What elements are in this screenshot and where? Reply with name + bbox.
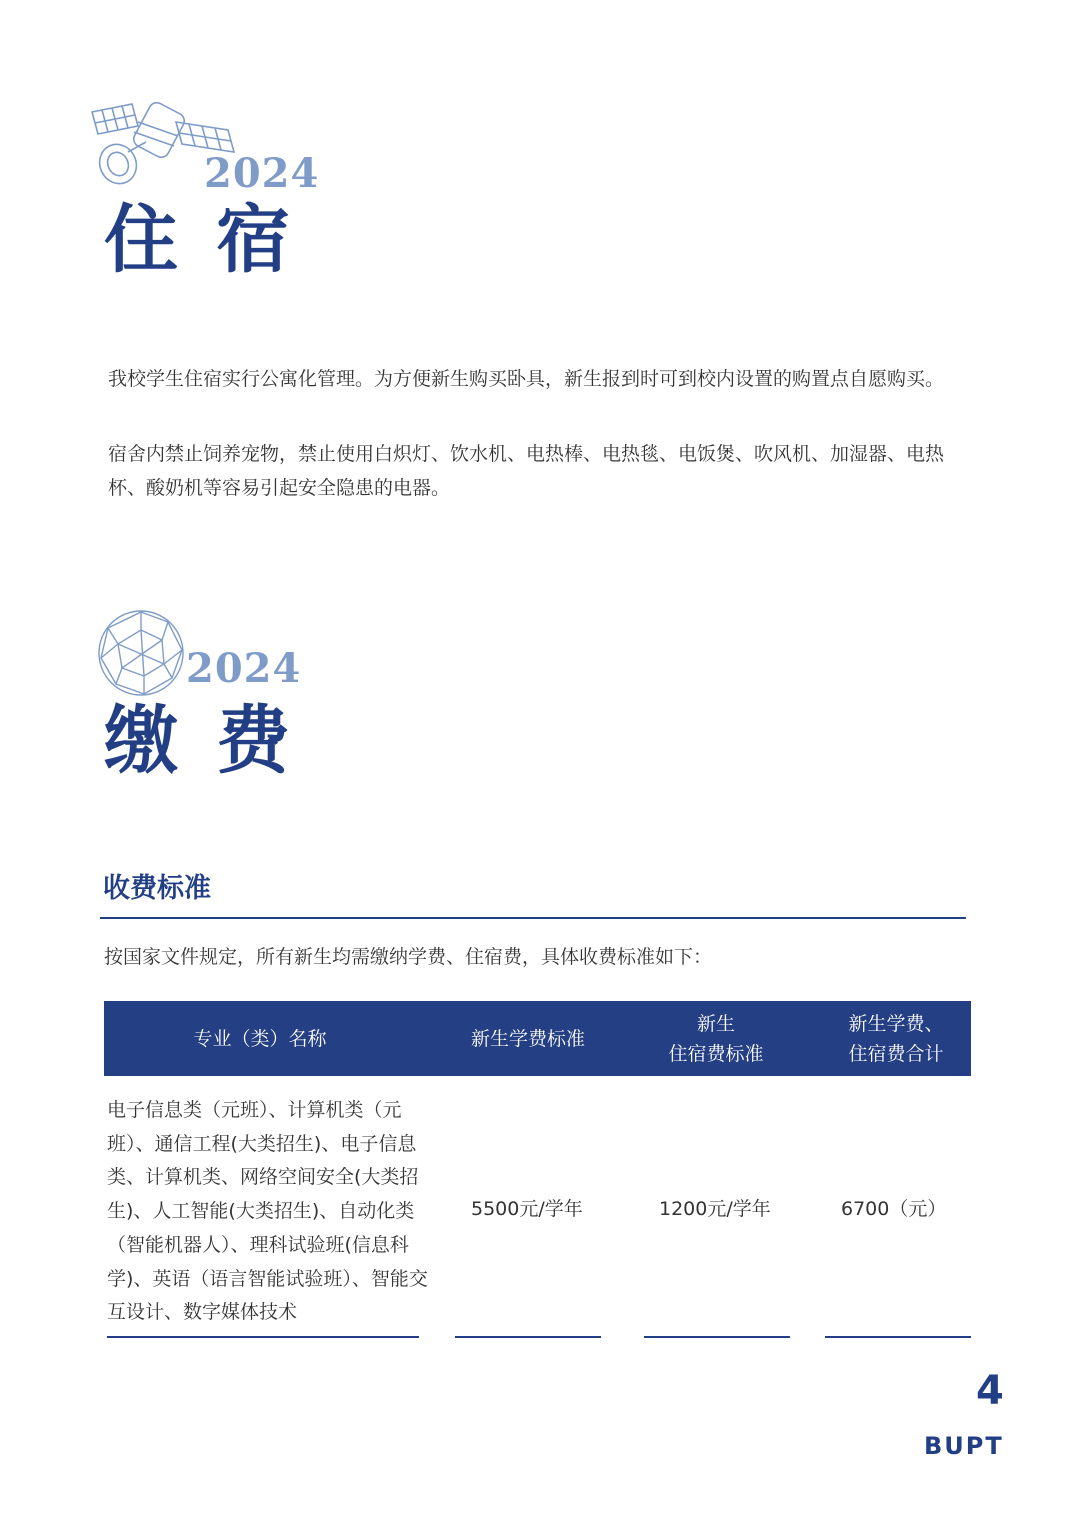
fee-table-header bbox=[104, 1001, 971, 1076]
table-row-dorm-fee: 1200元/学年 bbox=[659, 1198, 771, 1220]
accommodation-title: 住宿 bbox=[104, 197, 328, 283]
cell-underline-major bbox=[107, 1336, 419, 1338]
table-row-major: 电子信息类（元班）、计算机类（元班）、通信工程(大类招生)、电子信息类、计算机类、网络空间安全(大类招生)、人工智能(大类招生)、自动化类（智能机器人）、理科试验班(信息科学)、英语（语言智能试验班）、智能交互设计、数字媒体技术 bbox=[107, 1099, 428, 1324]
bupt-logo: BUPT bbox=[924, 1432, 1004, 1460]
page-number: 4 bbox=[976, 1368, 1004, 1414]
cell-underline-total bbox=[825, 1336, 971, 1338]
payment-title: 缴费 bbox=[104, 698, 328, 784]
payment-intro: 按国家文件规定，所有新生均需缴纳学费、住宿费，具体收费标准如下： bbox=[104, 946, 713, 968]
heading-divider bbox=[100, 917, 966, 919]
header-tuition: 新生学费标准 bbox=[470, 1027, 585, 1050]
accommodation-year: 2024 bbox=[204, 150, 320, 197]
table-row-tuition: 5500元/学年 bbox=[471, 1198, 583, 1220]
header-total: 新生学费、 住宿费合计 bbox=[848, 1012, 944, 1065]
geodesic-globe-icon bbox=[96, 608, 186, 698]
accommodation-paragraph-2: 宿舍内禁止饲养宠物，禁止使用白炽灯、饮水机、电热棒、电热毯、电饭煲、吹风机、加湿器、电热杯、酸奶机等容易引起安全隐患的电器。 bbox=[108, 443, 945, 499]
table-row-total: 6700（元） bbox=[841, 1198, 947, 1220]
payment-year: 2024 bbox=[186, 645, 302, 692]
fee-standard-heading: 收费标准 bbox=[103, 873, 211, 904]
cell-underline-tuition bbox=[455, 1336, 601, 1338]
header-dorm-fee: 新生 住宿费标准 bbox=[668, 1012, 764, 1065]
accommodation-paragraph-1: 我校学生住宿实行公寓化管理。为方便新生购买卧具，新生报到时可到校内设置的购置点自愿购买。 bbox=[108, 368, 945, 390]
cell-underline-dorm-fee bbox=[644, 1336, 790, 1338]
header-major: 专业（类）名称 bbox=[193, 1027, 327, 1050]
